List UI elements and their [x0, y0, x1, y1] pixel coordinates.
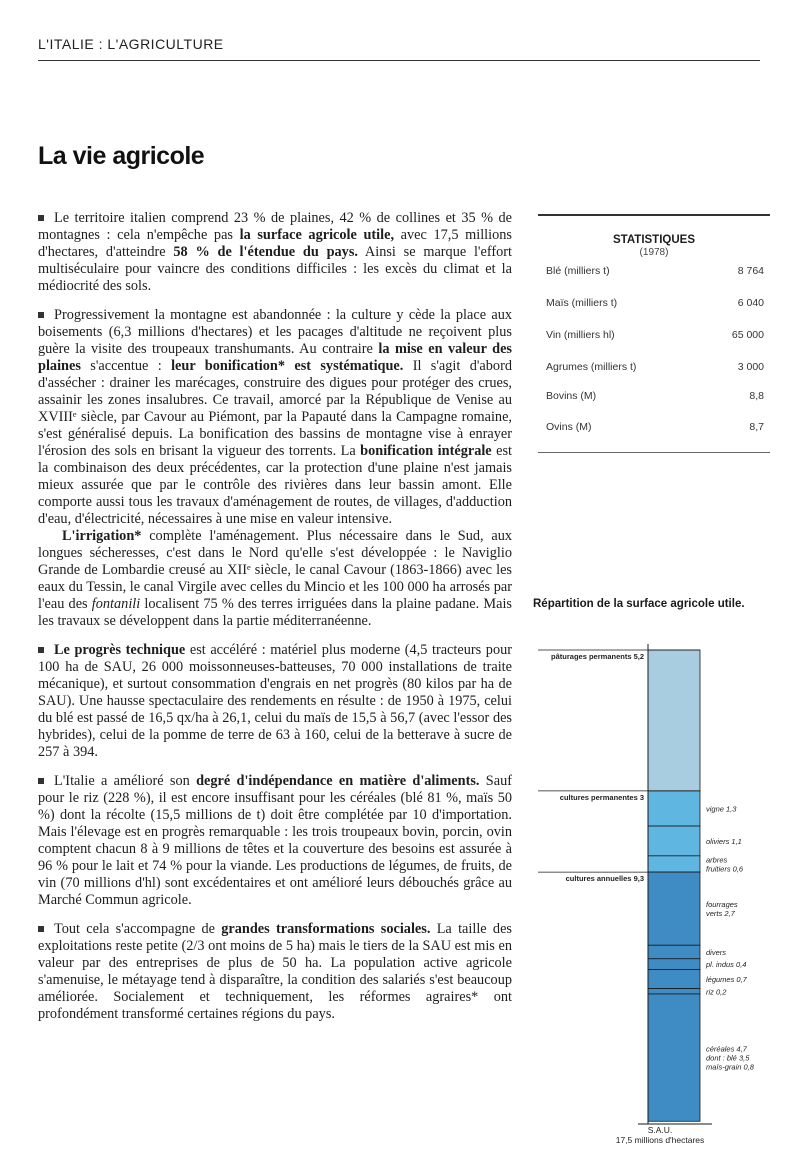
- bar-segment-céréales: [648, 994, 700, 1121]
- stat-row: Bovins (M) 8,8: [546, 390, 764, 402]
- paragraph-5: L'Italie a amélioré son degré d'indépendance en matière d'aliments. Sauf pour le riz (228 %), il est encore insuffisant pour les céréales (blé 81 %, maïs 50 %) dont la récolte (15,5 millions de t) doit être complétée par 10 d'importation. Mais l'élevage est en progrès remarquable : les trois troupeaux bovin, porcin, ovin comptent chacun 8 à 9 millions de têtes et la couverture des besoins est assurée à 96 % pour le lait et 74 % pour la viande. Les productions de légumes, de fruits, de vin (70 millions d'hl) sont excédentaires et ont amélioré leurs débouchés grâce au Marché Commun agricole.: [38, 773, 512, 908]
- segment-label-divers: divers: [706, 948, 727, 958]
- chart-footer-total: 17,5 millions d'hectares: [615, 1135, 705, 1145]
- header-rule: [38, 60, 760, 61]
- article-body: [38, 210, 512, 1035]
- bullet-icon: [38, 647, 44, 653]
- segment-label-oliviers: oliviers 1,1: [706, 836, 742, 846]
- stats-title: STATISTIQUES: [613, 234, 695, 246]
- bar-segment-oliviers: [648, 826, 700, 856]
- running-header: L'ITALIE : L'AGRICULTURE: [38, 36, 224, 52]
- stats-year: (1978): [639, 247, 669, 258]
- chart-title: Répartition de la surface agricole utile.: [533, 598, 745, 610]
- stats-top-rule: [538, 214, 770, 216]
- bar-segment-pâturages-permanents: [648, 650, 700, 791]
- segment-label-légumes: légumes 0,7: [706, 975, 747, 985]
- sau-stacked-bar: [530, 640, 780, 1130]
- segment-label-plantes-industrielles: pl. indus 0,4: [706, 960, 747, 970]
- paragraph-6: Tout cela s'accompagne de grandes transformations sociales. La taille des exploitations reste petite (2/3 ont moins de 5 ha) mais le tiers de la SAU est mis en valeur par des entreprises de plus de 50 ha. La population active agricole s'amenuise, le métayage tend à disparaître, la condition des salariés s'est beaucoup améliorée. Socialement et techniquement, les réformes agraires* ont profondément transformé certaines régions du pays.: [38, 921, 512, 1022]
- bullet-icon: [38, 926, 44, 932]
- segment-label-vigne: vigne 1,3: [706, 804, 737, 814]
- page-title: La vie agricole: [38, 142, 205, 170]
- stat-row: Blé (milliers t) 8 764: [546, 265, 764, 277]
- bullet-icon: [38, 215, 44, 221]
- bar-segment-arbres-fruitiers: [648, 856, 700, 872]
- group-label: pâturages permanents 5,2: [551, 652, 644, 661]
- stats-bottom-rule: [538, 452, 770, 453]
- chart-footer: [600, 1125, 720, 1145]
- bar-segment-vigne: [648, 791, 700, 826]
- statistics-box: [538, 214, 770, 433]
- bar-segment-divers: [648, 945, 700, 959]
- segment-label-riz: riz 0,2: [706, 987, 727, 997]
- stat-row: Vin (milliers hl) 65 000: [546, 329, 764, 341]
- bar-segment-plantes-industrielles: [648, 959, 700, 970]
- stat-row: Ovins (M) 8,7: [546, 421, 764, 433]
- paragraph-2: Progressivement la montagne est abandonnée : la culture y cède la place aux boisements (6,3 millions d'hectares) et les pacages d'altitude ne reçoivent plus guère la visite des troupeaux transhumants. Au contraire la mise en valeur des plaines s'accentue : leur bonification* est systématique. Il s'agit d'abord d'assécher : drainer les marécages, construire des digues pour protéger des crues, assainir les zones insalubres. Ce travail, amorcé par la République de Venise au XVIIIᵉ siècle, par Cavour au Piémont, par la Papauté dans la Campagne romaine, s'est généralisé depuis. La bonification des bassins de montagne vise à enrayer l'érosion des sols en brisant la vigueur des torrents. La bonification intégrale est la combinaison des deux précédentes, car la protection d'une plaine n'est jamais mieux assurée que par le contrôle des rivières dans leur bassin amont. Elle comporte aussi tous les travaux d'aménagement de routes, de villages, d'adduction d'eau, d'électricité, nécessaires à une mise en valeur intensive.: [38, 307, 512, 527]
- paragraph-4: Le progrès technique est accéléré : matériel plus moderne (4,5 tracteurs pour 100 ha de SAU, 26 000 moissonneuses-batteuses, 70 000 installations de traite mécanique), et surtout consommation d'engrais en net progrès (80 kilos par ha de SAU). Une hausse spectaculaire des rendements en résulte : de 1950 à 1975, celui du blé est passé de 16,5 qx/ha à 26,1, celui du maïs de 15,5 à 56,7 (avec l'essor des hybrides), celui de la pomme de terre de 63 à 160, celui de la betterave à sucre de 257 à 394.: [38, 642, 512, 760]
- segment-label-céréales: céréales 4,7 dont : blé 3,5 maïs-grain 0,8: [706, 1044, 754, 1072]
- segment-label-arbres-fruitiers: arbres fruitiers 0,6: [706, 855, 744, 874]
- sau-chart: [530, 640, 780, 1140]
- stat-row: Agrumes (milliers t) 3 000: [546, 361, 764, 373]
- chart-footer-label: S.A.U.: [647, 1125, 673, 1135]
- bullet-icon: [38, 778, 44, 784]
- bar-segment-riz: [648, 989, 700, 994]
- group-label: cultures permanentes 3: [559, 792, 644, 802]
- paragraph-1: Le territoire italien comprend 23 % de plaines, 42 % de collines et 35 % de montagnes : cela n'empêche pas la surface agricole utile, avec 17,5 millions d'hectares, d'atteindre 58 % de l'étendue du pays. Ainsi se marque l'effort multiséculaire pour vaincre des conditions difficiles : les excès du climat et la médiocrité des sols.: [38, 210, 512, 294]
- bullet-icon: [38, 312, 44, 318]
- bar-segment-légumes: [648, 970, 700, 989]
- bar-segment-fourrages-verts: [648, 872, 700, 945]
- stat-row: Maïs (milliers t) 6 040: [546, 297, 764, 309]
- segment-label-fourrages-verts: fourrages verts 2,7: [706, 900, 738, 919]
- group-label: cultures annuelles 9,3: [565, 874, 644, 884]
- paragraph-3: L'irrigation* complète l'aménagement. Plus nécessaire dans le Sud, aux longues sécheresses, c'est dans le Nord qu'elle s'est développée : le Naviglio Grande de Lombardie creusé au XIIᵉ siècle, le canal Cavour (1863-1866) avec les eaux du Tessin, le canal Virgile avec celles du Mincio et les 100 000 ha arrosés par l'eau des fontanili localisent 75 % des terres irriguées dans la plaine padane. Mais les travaux se développent dans la partie méditerranéenne.: [38, 528, 512, 629]
